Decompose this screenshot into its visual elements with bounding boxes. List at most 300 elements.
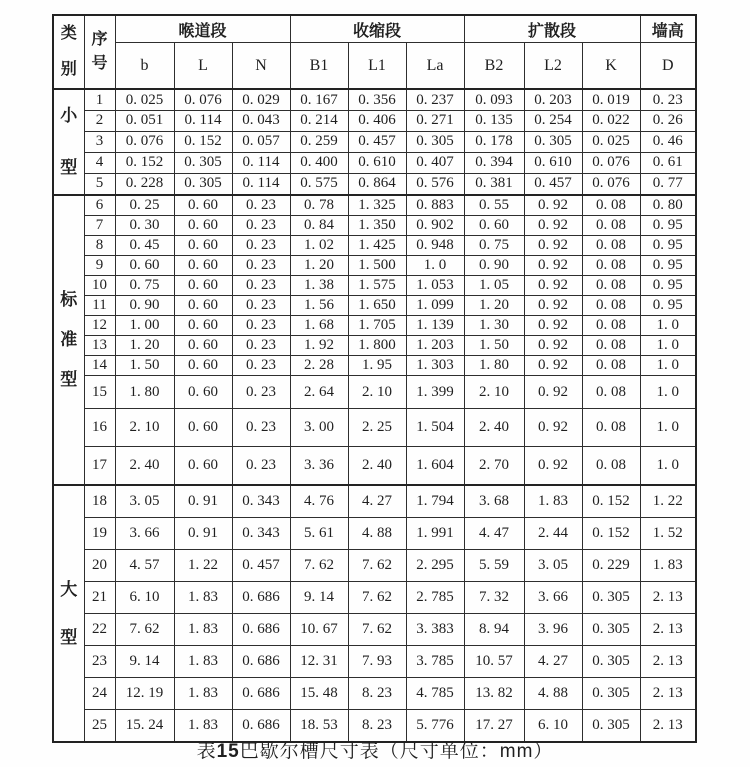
value-cell: 0. 92 xyxy=(524,256,582,276)
value-cell: 0. 23 xyxy=(232,409,290,447)
value-cell: 0. 92 xyxy=(524,276,582,296)
serial-cell: 6 xyxy=(84,195,115,216)
value-cell: 2. 40 xyxy=(348,447,406,486)
value-cell: 0. 022 xyxy=(582,111,640,132)
value-cell: 0. 60 xyxy=(115,256,174,276)
value-cell: 1. 52 xyxy=(640,518,696,550)
caption-label: 表 xyxy=(196,741,217,762)
value-cell: 0. 60 xyxy=(174,316,232,336)
value-cell: 0. 076 xyxy=(582,173,640,195)
value-cell: 0. 864 xyxy=(348,173,406,195)
serial-cell: 23 xyxy=(84,646,115,678)
value-cell: 17. 27 xyxy=(464,710,524,743)
value-cell: 1. 203 xyxy=(406,336,464,356)
value-cell: 0. 229 xyxy=(582,550,640,582)
value-cell: 3. 05 xyxy=(524,550,582,582)
value-cell: 2. 28 xyxy=(290,356,348,376)
value-cell: 0. 152 xyxy=(115,152,174,173)
value-cell: 0. 30 xyxy=(115,216,174,236)
serial-cell: 13 xyxy=(84,336,115,356)
value-cell: 18. 53 xyxy=(290,710,348,743)
value-cell: 0. 254 xyxy=(524,111,582,132)
value-cell: 1. 20 xyxy=(115,336,174,356)
value-cell: 0. 305 xyxy=(582,646,640,678)
value-cell: 0. 26 xyxy=(640,111,696,132)
serial-cell: 3 xyxy=(84,131,115,152)
table-row xyxy=(53,447,696,486)
value-cell: 1. 30 xyxy=(464,316,524,336)
value-cell: 0. 076 xyxy=(582,152,640,173)
value-cell: 1. 0 xyxy=(640,356,696,376)
value-cell: 0. 407 xyxy=(406,152,464,173)
value-cell: 0. 343 xyxy=(232,518,290,550)
value-cell: 1. 80 xyxy=(464,356,524,376)
value-cell: 0. 167 xyxy=(290,89,348,111)
value-cell: 0. 08 xyxy=(582,296,640,316)
value-cell: 12. 31 xyxy=(290,646,348,678)
table-row xyxy=(53,678,696,710)
value-cell: 10. 67 xyxy=(290,614,348,646)
value-cell: 5. 61 xyxy=(290,518,348,550)
value-cell: 1. 705 xyxy=(348,316,406,336)
value-cell: 2. 40 xyxy=(115,447,174,486)
value-cell: 4. 47 xyxy=(464,518,524,550)
value-cell: 1. 50 xyxy=(464,336,524,356)
value-cell: 6. 10 xyxy=(524,710,582,743)
value-cell: 0. 23 xyxy=(232,336,290,356)
value-cell: 1. 83 xyxy=(174,678,232,710)
table-row xyxy=(53,195,696,216)
value-cell: 1. 099 xyxy=(406,296,464,316)
value-cell: 0. 60 xyxy=(174,336,232,356)
value-cell: 0. 305 xyxy=(174,152,232,173)
header-group-contraction: 收缩段 xyxy=(290,15,464,43)
value-cell: 0. 271 xyxy=(406,111,464,132)
value-cell: 9. 14 xyxy=(290,582,348,614)
table-row xyxy=(53,276,696,296)
value-cell: 0. 406 xyxy=(348,111,406,132)
value-cell: 2. 13 xyxy=(640,646,696,678)
value-cell: 2. 44 xyxy=(524,518,582,550)
header-col-K: K xyxy=(582,43,640,89)
header-col-La: La xyxy=(406,43,464,89)
value-cell: 0. 114 xyxy=(232,173,290,195)
serial-cell: 16 xyxy=(84,409,115,447)
value-cell: 0. 60 xyxy=(174,195,232,216)
value-cell: 0. 883 xyxy=(406,195,464,216)
value-cell: 0. 576 xyxy=(406,173,464,195)
value-cell: 6. 10 xyxy=(115,582,174,614)
value-cell: 0. 305 xyxy=(582,710,640,743)
value-cell: 0. 23 xyxy=(232,236,290,256)
serial-cell: 14 xyxy=(84,356,115,376)
category-cell: 大型 xyxy=(53,485,84,742)
header-col-B2: B2 xyxy=(464,43,524,89)
table-row xyxy=(53,356,696,376)
value-cell: 0. 25 xyxy=(115,195,174,216)
header-serial: 序号 xyxy=(84,15,115,89)
value-cell: 0. 686 xyxy=(232,614,290,646)
value-cell: 0. 076 xyxy=(115,131,174,152)
value-cell: 2. 10 xyxy=(464,376,524,409)
value-cell: 0. 95 xyxy=(640,296,696,316)
value-cell: 0. 92 xyxy=(524,409,582,447)
value-cell: 1. 02 xyxy=(290,236,348,256)
value-cell: 0. 08 xyxy=(582,376,640,409)
value-cell: 1. 50 xyxy=(115,356,174,376)
serial-cell: 4 xyxy=(84,152,115,173)
serial-cell: 9 xyxy=(84,256,115,276)
value-cell: 0. 91 xyxy=(174,518,232,550)
value-cell: 0. 92 xyxy=(524,356,582,376)
value-cell: 1. 794 xyxy=(406,485,464,518)
value-cell: 0. 381 xyxy=(464,173,524,195)
value-cell: 0. 08 xyxy=(582,316,640,336)
value-cell: 1. 92 xyxy=(290,336,348,356)
value-cell: 1. 20 xyxy=(290,256,348,276)
serial-cell: 2 xyxy=(84,111,115,132)
value-cell: 0. 60 xyxy=(174,409,232,447)
value-cell: 0. 84 xyxy=(290,216,348,236)
table-row xyxy=(53,376,696,409)
value-cell: 0. 08 xyxy=(582,195,640,216)
value-cell: 0. 457 xyxy=(232,550,290,582)
value-cell: 1. 95 xyxy=(348,356,406,376)
serial-cell: 11 xyxy=(84,296,115,316)
value-cell: 0. 08 xyxy=(582,256,640,276)
value-cell: 1. 053 xyxy=(406,276,464,296)
table-row xyxy=(53,336,696,356)
value-cell: 0. 61 xyxy=(640,152,696,173)
value-cell: 0. 019 xyxy=(582,89,640,111)
value-cell: 0. 92 xyxy=(524,216,582,236)
value-cell: 0. 60 xyxy=(464,216,524,236)
value-cell: 0. 305 xyxy=(524,131,582,152)
header-col-L2: L2 xyxy=(524,43,582,89)
value-cell: 0. 92 xyxy=(524,296,582,316)
value-cell: 15. 48 xyxy=(290,678,348,710)
value-cell: 1. 56 xyxy=(290,296,348,316)
value-cell: 0. 394 xyxy=(464,152,524,173)
value-cell: 0. 043 xyxy=(232,111,290,132)
value-cell: 0. 214 xyxy=(290,111,348,132)
value-cell: 0. 08 xyxy=(582,236,640,256)
value-cell: 0. 23 xyxy=(232,216,290,236)
value-cell: 0. 178 xyxy=(464,131,524,152)
value-cell: 0. 025 xyxy=(115,89,174,111)
value-cell: 0. 08 xyxy=(582,447,640,486)
value-cell: 0. 135 xyxy=(464,111,524,132)
header-col-B1: B1 xyxy=(290,43,348,89)
value-cell: 0. 305 xyxy=(582,678,640,710)
value-cell: 0. 23 xyxy=(232,276,290,296)
table-row xyxy=(53,131,696,152)
table-header xyxy=(53,15,696,89)
value-cell: 1. 80 xyxy=(115,376,174,409)
table-caption xyxy=(0,736,750,763)
value-cell: 1. 83 xyxy=(174,582,232,614)
value-cell: 1. 83 xyxy=(174,646,232,678)
value-cell: 0. 237 xyxy=(406,89,464,111)
value-cell: 1. 303 xyxy=(406,356,464,376)
value-cell: 1. 991 xyxy=(406,518,464,550)
value-cell: 1. 0 xyxy=(640,376,696,409)
value-cell: 0. 457 xyxy=(348,131,406,152)
serial-cell: 8 xyxy=(84,236,115,256)
value-cell: 1. 504 xyxy=(406,409,464,447)
header-group-throat: 喉道段 xyxy=(115,15,290,43)
serial-cell: 21 xyxy=(84,582,115,614)
value-cell: 0. 95 xyxy=(640,276,696,296)
value-cell: 0. 91 xyxy=(174,485,232,518)
value-cell: 1. 22 xyxy=(640,485,696,518)
value-cell: 2. 13 xyxy=(640,678,696,710)
value-cell: 4. 57 xyxy=(115,550,174,582)
value-cell: 0. 92 xyxy=(524,447,582,486)
value-cell: 0. 356 xyxy=(348,89,406,111)
value-cell: 0. 305 xyxy=(174,173,232,195)
value-cell: 7. 62 xyxy=(115,614,174,646)
value-cell: 1. 0 xyxy=(640,409,696,447)
value-cell: 2. 13 xyxy=(640,582,696,614)
value-cell: 8. 23 xyxy=(348,710,406,743)
header-col-L1: L1 xyxy=(348,43,406,89)
caption-table-number: 15 xyxy=(216,741,240,762)
serial-cell: 17 xyxy=(84,447,115,486)
value-cell: 0. 228 xyxy=(115,173,174,195)
value-cell: 0. 23 xyxy=(232,296,290,316)
serial-cell: 5 xyxy=(84,173,115,195)
value-cell: 0. 23 xyxy=(232,356,290,376)
value-cell: 4. 27 xyxy=(524,646,582,678)
value-cell: 0. 75 xyxy=(464,236,524,256)
value-cell: 1. 325 xyxy=(348,195,406,216)
value-cell: 0. 305 xyxy=(582,582,640,614)
value-cell: 1. 05 xyxy=(464,276,524,296)
value-cell: 0. 95 xyxy=(640,216,696,236)
value-cell: 1. 83 xyxy=(524,485,582,518)
table-row xyxy=(53,296,696,316)
value-cell: 8. 23 xyxy=(348,678,406,710)
value-cell: 0. 23 xyxy=(232,376,290,409)
value-cell: 0. 23 xyxy=(640,89,696,111)
value-cell: 0. 08 xyxy=(582,336,640,356)
value-cell: 1. 575 xyxy=(348,276,406,296)
value-cell: 0. 948 xyxy=(406,236,464,256)
serial-cell: 10 xyxy=(84,276,115,296)
header-group-row xyxy=(53,15,696,43)
value-cell: 2. 785 xyxy=(406,582,464,614)
table-body xyxy=(53,89,696,742)
value-cell: 0. 305 xyxy=(406,131,464,152)
table-row xyxy=(53,409,696,447)
value-cell: 1. 399 xyxy=(406,376,464,409)
value-cell: 3. 96 xyxy=(524,614,582,646)
value-cell: 0. 90 xyxy=(464,256,524,276)
table-row xyxy=(53,614,696,646)
value-cell: 3. 383 xyxy=(406,614,464,646)
value-cell: 1. 0 xyxy=(640,316,696,336)
serial-cell: 1 xyxy=(84,89,115,111)
table-row xyxy=(53,485,696,518)
table-row xyxy=(53,111,696,132)
header-col-N: N xyxy=(232,43,290,89)
value-cell: 0. 343 xyxy=(232,485,290,518)
category-cell: 标准型 xyxy=(53,195,84,485)
value-cell: 0. 95 xyxy=(640,256,696,276)
value-cell: 1. 0 xyxy=(406,256,464,276)
serial-cell: 19 xyxy=(84,518,115,550)
value-cell: 0. 025 xyxy=(582,131,640,152)
value-cell: 0. 60 xyxy=(174,216,232,236)
value-cell: 7. 62 xyxy=(348,614,406,646)
value-cell: 1. 38 xyxy=(290,276,348,296)
value-cell: 3. 36 xyxy=(290,447,348,486)
value-cell: 0. 686 xyxy=(232,646,290,678)
value-cell: 2. 10 xyxy=(115,409,174,447)
value-cell: 0. 23 xyxy=(232,316,290,336)
value-cell: 0. 60 xyxy=(174,256,232,276)
value-cell: 3. 66 xyxy=(524,582,582,614)
header-category: 类别 xyxy=(53,15,84,89)
value-cell: 7. 62 xyxy=(348,582,406,614)
table-row xyxy=(53,236,696,256)
value-cell: 0. 457 xyxy=(524,173,582,195)
value-cell: 0. 46 xyxy=(640,131,696,152)
value-cell: 0. 23 xyxy=(232,447,290,486)
value-cell: 0. 60 xyxy=(174,376,232,409)
serial-cell: 20 xyxy=(84,550,115,582)
value-cell: 0. 95 xyxy=(640,236,696,256)
value-cell: 0. 902 xyxy=(406,216,464,236)
value-cell: 0. 051 xyxy=(115,111,174,132)
value-cell: 0. 305 xyxy=(582,614,640,646)
header-group-diffusion: 扩散段 xyxy=(464,15,640,43)
value-cell: 0. 259 xyxy=(290,131,348,152)
value-cell: 3. 00 xyxy=(290,409,348,447)
header-sub-row xyxy=(53,43,696,89)
value-cell: 1. 650 xyxy=(348,296,406,316)
value-cell: 3. 66 xyxy=(115,518,174,550)
value-cell: 0. 92 xyxy=(524,376,582,409)
table-row xyxy=(53,173,696,195)
caption-unit: mm xyxy=(499,741,534,762)
value-cell: 0. 686 xyxy=(232,582,290,614)
value-cell: 0. 08 xyxy=(582,216,640,236)
value-cell: 0. 92 xyxy=(524,336,582,356)
serial-cell: 22 xyxy=(84,614,115,646)
value-cell: 15. 24 xyxy=(115,710,174,743)
table-row xyxy=(53,216,696,236)
value-cell: 3. 68 xyxy=(464,485,524,518)
value-cell: 1. 83 xyxy=(640,550,696,582)
value-cell: 2. 25 xyxy=(348,409,406,447)
value-cell: 0. 152 xyxy=(174,131,232,152)
value-cell: 0. 152 xyxy=(582,485,640,518)
value-cell: 0. 610 xyxy=(524,152,582,173)
value-cell: 2. 70 xyxy=(464,447,524,486)
serial-cell: 24 xyxy=(84,678,115,710)
value-cell: 0. 08 xyxy=(582,409,640,447)
value-cell: 5. 59 xyxy=(464,550,524,582)
value-cell: 0. 029 xyxy=(232,89,290,111)
value-cell: 0. 575 xyxy=(290,173,348,195)
value-cell: 0. 203 xyxy=(524,89,582,111)
serial-cell: 12 xyxy=(84,316,115,336)
value-cell: 0. 60 xyxy=(174,296,232,316)
value-cell: 0. 093 xyxy=(464,89,524,111)
header-group-wall-height: 墙高 xyxy=(640,15,696,43)
serial-cell: 18 xyxy=(84,485,115,518)
value-cell: 2. 13 xyxy=(640,614,696,646)
value-cell: 1. 0 xyxy=(640,336,696,356)
table-row xyxy=(53,550,696,582)
value-cell: 0. 114 xyxy=(174,111,232,132)
value-cell: 0. 23 xyxy=(232,256,290,276)
table-row xyxy=(53,256,696,276)
value-cell: 0. 057 xyxy=(232,131,290,152)
value-cell: 0. 77 xyxy=(640,173,696,195)
value-cell: 4. 88 xyxy=(348,518,406,550)
table-row xyxy=(53,646,696,678)
value-cell: 0. 08 xyxy=(582,276,640,296)
value-cell: 1. 00 xyxy=(115,316,174,336)
value-cell: 0. 08 xyxy=(582,356,640,376)
value-cell: 1. 20 xyxy=(464,296,524,316)
value-cell: 7. 62 xyxy=(348,550,406,582)
value-cell: 7. 32 xyxy=(464,582,524,614)
value-cell: 2. 40 xyxy=(464,409,524,447)
value-cell: 7. 93 xyxy=(348,646,406,678)
table-row xyxy=(53,316,696,336)
category-cell: 小型 xyxy=(53,89,84,195)
value-cell: 0. 60 xyxy=(174,276,232,296)
value-cell: 1. 500 xyxy=(348,256,406,276)
value-cell: 0. 45 xyxy=(115,236,174,256)
value-cell: 2. 64 xyxy=(290,376,348,409)
serial-cell: 25 xyxy=(84,710,115,743)
value-cell: 10. 57 xyxy=(464,646,524,678)
value-cell: 0. 92 xyxy=(524,316,582,336)
header-col-D: D xyxy=(640,43,696,89)
table-row xyxy=(53,152,696,173)
value-cell: 0. 60 xyxy=(174,356,232,376)
value-cell: 4. 76 xyxy=(290,485,348,518)
serial-cell: 15 xyxy=(84,376,115,409)
value-cell: 2. 13 xyxy=(640,710,696,743)
header-col-L: L xyxy=(174,43,232,89)
value-cell: 5. 776 xyxy=(406,710,464,743)
value-cell: 0. 23 xyxy=(232,195,290,216)
value-cell: 4. 785 xyxy=(406,678,464,710)
value-cell: 1. 83 xyxy=(174,614,232,646)
value-cell: 8. 94 xyxy=(464,614,524,646)
value-cell: 1. 22 xyxy=(174,550,232,582)
value-cell: 4. 88 xyxy=(524,678,582,710)
value-cell: 0. 686 xyxy=(232,710,290,743)
caption-close-paren: ） xyxy=(533,741,554,762)
value-cell: 0. 686 xyxy=(232,678,290,710)
value-cell: 0. 076 xyxy=(174,89,232,111)
value-cell: 3. 05 xyxy=(115,485,174,518)
value-cell: 0. 60 xyxy=(174,447,232,486)
value-cell: 0. 610 xyxy=(348,152,406,173)
value-cell: 0. 78 xyxy=(290,195,348,216)
value-cell: 0. 92 xyxy=(524,236,582,256)
value-cell: 1. 0 xyxy=(640,447,696,486)
caption-title: 巴歇尔槽尺寸表（尺寸单位： xyxy=(239,741,500,762)
parshall-flume-dimensions-table xyxy=(52,14,697,743)
